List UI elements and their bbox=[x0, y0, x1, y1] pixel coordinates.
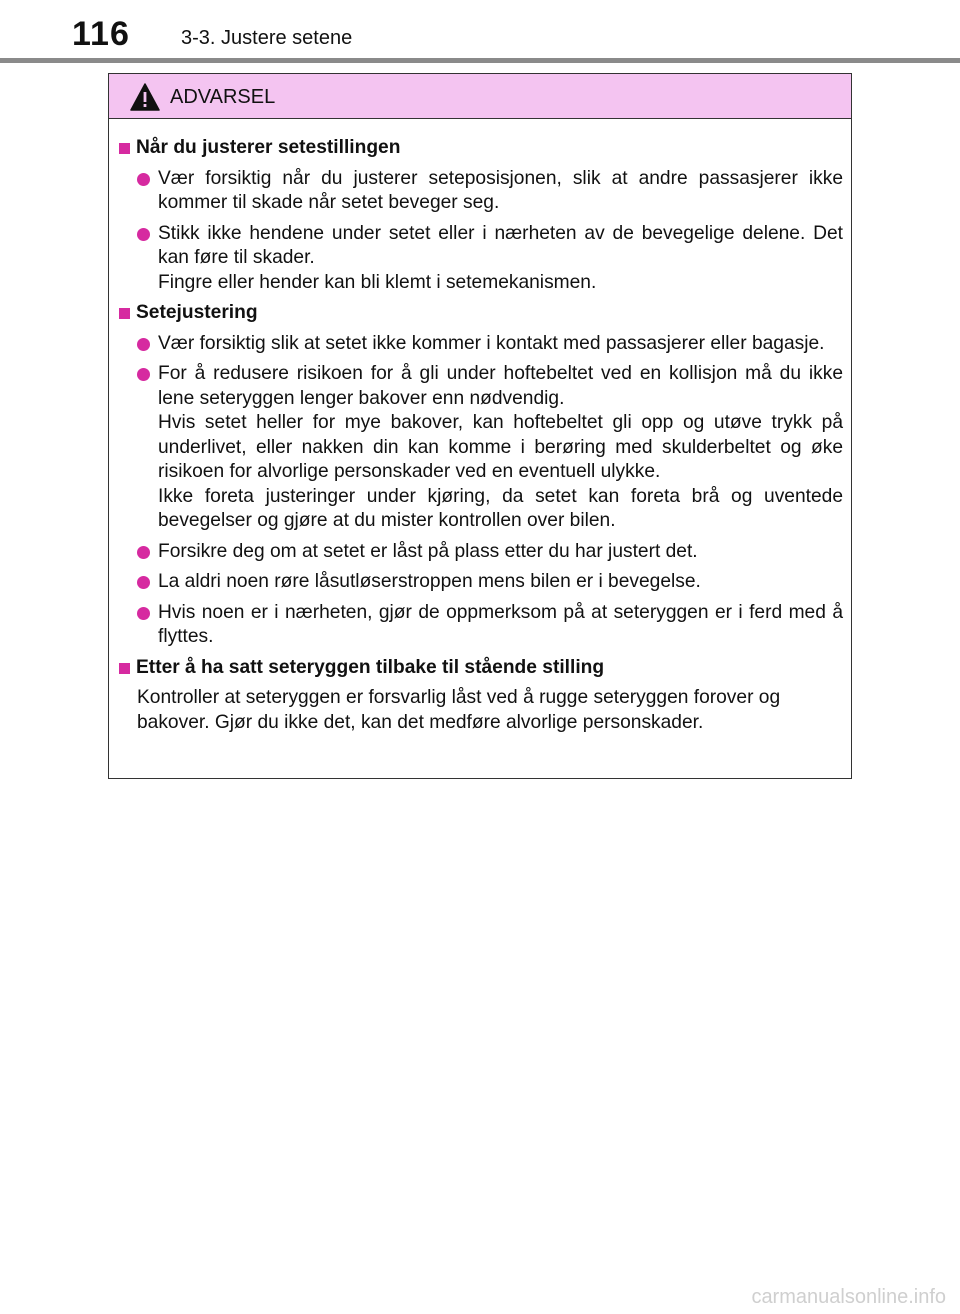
bullet-item-text bbox=[158, 362, 843, 534]
round-bullet-icon bbox=[137, 228, 150, 241]
square-bullet-icon bbox=[119, 308, 130, 319]
bullet-item-text bbox=[158, 167, 843, 216]
bullet-paragraph: For å redusere risikoen for å gli under hoftebeltet ved en kollisjon må du ikke lene seteryggen lenger bakover enn nødvendig. bbox=[158, 363, 843, 409]
bullet-paragraph: Hvis noen er i nærheten, gjør de oppmerksom på at seteryggen er i ferd med å flyttes. bbox=[158, 601, 843, 647]
section-heading-text: Når du justerer setestillingen bbox=[136, 137, 401, 158]
bullet-item bbox=[137, 570, 843, 595]
warning-label: ADVARSEL bbox=[170, 86, 276, 108]
bullet-item bbox=[137, 222, 843, 296]
bullet-item-text bbox=[158, 332, 843, 357]
bullet-item-text bbox=[158, 222, 843, 296]
round-bullet-icon bbox=[137, 338, 150, 351]
page-header bbox=[0, 0, 960, 60]
section-title: 3-3. Justere setene bbox=[181, 27, 353, 49]
header-divider bbox=[0, 58, 960, 63]
round-bullet-icon bbox=[137, 173, 150, 186]
section-heading bbox=[119, 656, 843, 681]
bullet-item bbox=[137, 540, 843, 565]
bullet-item bbox=[137, 362, 843, 534]
bullet-item bbox=[137, 167, 843, 216]
square-bullet-icon bbox=[119, 143, 130, 154]
section-heading-text: Setejustering bbox=[136, 302, 258, 323]
bullet-paragraph: Vær forsiktig slik at setet ikke kommer i kontakt med passasjerer eller bagasje. bbox=[158, 332, 825, 354]
round-bullet-icon bbox=[137, 368, 150, 381]
round-bullet-icon bbox=[137, 576, 150, 589]
warning-body bbox=[109, 119, 851, 735]
bullet-item bbox=[137, 601, 843, 650]
warning-triangle-icon bbox=[130, 83, 160, 111]
round-bullet-icon bbox=[137, 546, 150, 559]
warning-box bbox=[108, 73, 852, 779]
section-body-text: Kontroller at seteryggen er forsvarlig låst ved å rugge seteryggen forover og bakover. Gjør du ikke det, kan det medføre alvorlige personskader. bbox=[137, 687, 781, 733]
bullet-item-text bbox=[158, 540, 843, 565]
page-number: 116 bbox=[72, 15, 130, 53]
bullet-item-text bbox=[158, 601, 843, 650]
bullet-paragraph: Ikke foreta justeringer under kjøring, da setet kan foreta brå og uventede bevegelser og gjøre at du mister kontrollen over bilen. bbox=[158, 485, 843, 531]
bullet-paragraph: Hvis setet heller for mye bakover, kan hoftebeltet gli opp og utøve trykk på underlivet, eller nakken din kan komme i berøring med skulderbeltet og øke risikoen for alvorlige personskader ved en eventuell ulykke. bbox=[158, 412, 843, 482]
bullet-paragraph: Fingre eller hender kan bli klemt i setemekanismen. bbox=[158, 271, 597, 293]
section-heading bbox=[119, 301, 843, 326]
round-bullet-icon bbox=[137, 607, 150, 620]
square-bullet-icon bbox=[119, 663, 130, 674]
section-heading-text: Etter å ha satt seteryggen tilbake til stående stilling bbox=[136, 656, 605, 678]
section-heading bbox=[119, 136, 843, 161]
bullet-item-text bbox=[158, 570, 843, 595]
warning-header bbox=[109, 74, 851, 119]
watermark: carmanualsonline.info bbox=[751, 1286, 946, 1308]
bullet-paragraph: Forsikre deg om at setet er låst på plass etter du har justert det. bbox=[158, 540, 698, 562]
bullet-item bbox=[137, 332, 843, 357]
bullet-paragraph: Stikk ikke hendene under setet eller i nærheten av de bevegelige delene. Det kan føre til skader. bbox=[158, 222, 843, 268]
bullet-paragraph: Vær forsiktig når du justerer seteposisjonen, slik at andre passasjerer ikke kommer til skade når setet beveger seg. bbox=[158, 167, 843, 213]
bullet-paragraph: La aldri noen røre låsutløserstroppen mens bilen er i bevegelse. bbox=[158, 571, 701, 592]
